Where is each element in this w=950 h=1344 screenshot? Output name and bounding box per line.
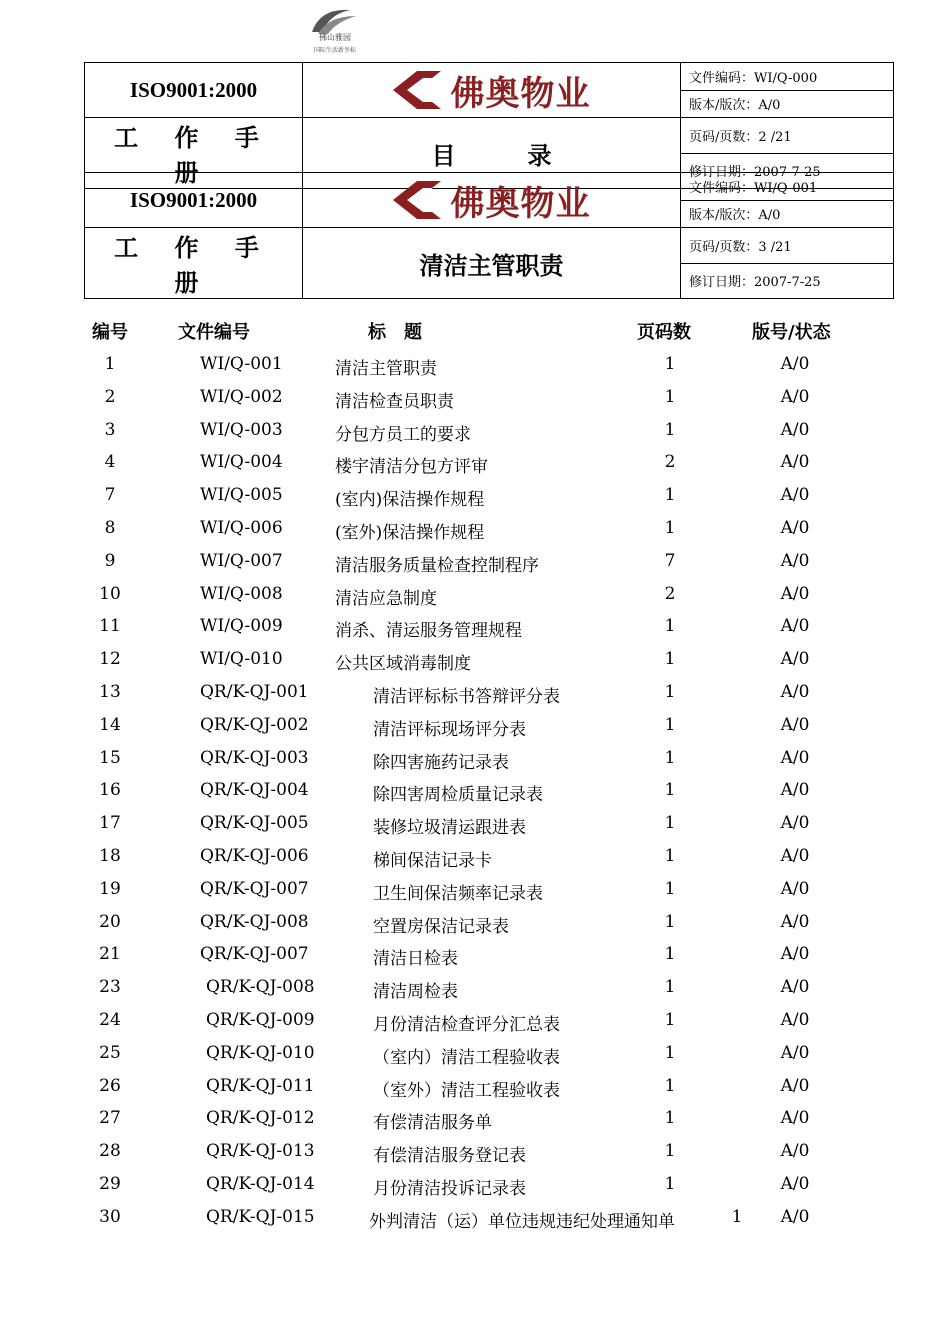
list-item [0, 354, 950, 387]
row-number: 4 [104, 452, 116, 473]
row-version: A/0 [780, 944, 810, 965]
row-title: 装修垃圾清运跟进表 [373, 818, 526, 839]
row-version: A/0 [780, 386, 810, 407]
row-page-count: 1 [664, 747, 676, 768]
manual-label: 工 作 手 册 [85, 118, 303, 189]
row-page-count: 1 [731, 1206, 743, 1227]
row-page-count: 1 [664, 846, 676, 866]
row-file-code: QR/K-QJ-007 [200, 944, 309, 965]
list-item [0, 452, 950, 485]
row-number: 25 [99, 1042, 121, 1063]
row-file-code: WI/Q-001 [200, 354, 283, 374]
row-file-code: QR/K-QJ-001 [200, 682, 309, 702]
row-title: (室内)保洁操作规程 [335, 490, 485, 511]
row-number: 19 [99, 878, 121, 899]
iso-standard: ISO9001:2000 [85, 63, 303, 118]
row-number: 1 [104, 354, 116, 374]
row-version: A/0 [780, 878, 810, 899]
row-title: 清洁周检表 [373, 982, 458, 1003]
row-file-code: QR/K-QJ-006 [200, 846, 309, 866]
row-page-count: 1 [664, 1075, 676, 1096]
row-version: A/0 [780, 1075, 810, 1096]
document-header-2 [84, 172, 894, 299]
list-item [0, 1076, 950, 1109]
brand-logo [303, 63, 681, 118]
row-file-code: QR/K-QJ-013 [206, 1141, 315, 1162]
row-version: A/0 [780, 813, 810, 834]
row-page-count: 1 [664, 911, 676, 932]
row-version: A/0 [780, 1042, 810, 1063]
row-file-code: QR/K-QJ-003 [200, 747, 309, 768]
row-number: 26 [99, 1075, 121, 1096]
row-version: A/0 [780, 1141, 810, 1162]
manual-label: 工 作 手 册 [85, 228, 303, 299]
list-item [0, 944, 950, 977]
row-version: A/0 [780, 485, 810, 506]
brand-mark-icon [393, 71, 441, 109]
row-file-code: QR/K-QJ-014 [206, 1174, 315, 1194]
row-version: A/0 [780, 714, 810, 735]
list-item [0, 485, 950, 518]
page-count: 页码/页数：2 /21 [681, 118, 894, 154]
row-title: 清洁评标现场评分表 [373, 719, 526, 740]
row-number: 7 [104, 485, 116, 506]
row-file-code: WI/Q-005 [200, 485, 283, 506]
row-title: 清洁评标标书答辩评分表 [373, 687, 560, 707]
row-page-count: 1 [664, 1108, 676, 1129]
row-file-code: WI/Q-002 [200, 386, 283, 407]
company-emblem [300, 2, 370, 58]
row-number: 27 [99, 1108, 121, 1129]
list-item [0, 977, 950, 1010]
list-item [0, 1207, 950, 1240]
row-number: 24 [99, 1010, 121, 1030]
row-version: A/0 [780, 1206, 810, 1227]
row-page-count: 1 [664, 878, 676, 899]
list-item [0, 715, 950, 748]
file-code: 文件编码：WI/Q-001 [681, 173, 894, 201]
list-item [0, 846, 950, 879]
row-number: 14 [99, 714, 121, 735]
row-version: A/0 [780, 354, 810, 374]
row-version: A/0 [780, 649, 810, 670]
row-title: 清洁主管职责 [335, 359, 437, 379]
row-title: 分包方员工的要求 [335, 424, 471, 445]
column-header-no: 编号 [92, 322, 128, 343]
row-file-code: WI/Q-010 [200, 649, 283, 670]
row-title: （室内）清洁工程验收表 [373, 1047, 560, 1068]
row-number: 13 [99, 682, 121, 702]
row-number: 10 [99, 583, 121, 604]
row-number: 21 [99, 944, 121, 965]
row-file-code: QR/K-QJ-008 [200, 911, 309, 932]
row-version: A/0 [780, 911, 810, 932]
brand-name: 佛奥物业 [450, 73, 591, 114]
row-page-count: 1 [664, 518, 676, 538]
row-version: A/0 [780, 780, 810, 801]
row-number: 3 [104, 419, 116, 440]
list-item [0, 1043, 950, 1076]
version: 版本/版次：A/0 [681, 90, 894, 118]
row-number: 30 [99, 1206, 121, 1227]
row-file-code: QR/K-QJ-007 [200, 878, 309, 899]
column-header-title: 标 题 [368, 322, 422, 343]
list-item [0, 813, 950, 846]
row-file-code: QR/K-QJ-010 [206, 1042, 315, 1063]
row-title: 有偿清洁服务单 [373, 1113, 492, 1134]
row-file-code: QR/K-QJ-011 [206, 1075, 315, 1096]
row-file-code: WI/Q-009 [200, 616, 283, 637]
list-item [0, 1141, 950, 1174]
row-version: A/0 [780, 583, 810, 604]
row-page-count: 1 [664, 616, 676, 637]
list-item [0, 616, 950, 649]
row-page-count: 1 [664, 1141, 676, 1162]
row-version: A/0 [780, 1010, 810, 1030]
row-version: A/0 [780, 616, 810, 637]
row-version: A/0 [780, 1108, 810, 1129]
row-title: 梯间保洁记录卡 [373, 851, 492, 871]
row-file-code: WI/Q-006 [200, 518, 283, 538]
row-page-count: 1 [664, 386, 676, 407]
list-item [0, 879, 950, 912]
row-file-code: WI/Q-003 [200, 419, 283, 440]
row-page-count: 1 [664, 649, 676, 670]
row-version: A/0 [780, 747, 810, 768]
list-item [0, 649, 950, 682]
row-title: 月份清洁检查评分汇总表 [373, 1015, 560, 1035]
list-item [0, 1010, 950, 1043]
column-header-code: 文件编号 [178, 322, 250, 343]
row-file-code: QR/K-QJ-012 [206, 1108, 315, 1129]
row-number: 12 [99, 649, 121, 670]
row-page-count: 1 [664, 419, 676, 440]
list-item [0, 1174, 950, 1207]
row-number: 29 [99, 1174, 121, 1194]
row-title: 空置房保洁记录表 [373, 916, 509, 937]
row-title: 卫生间保洁频率记录表 [373, 883, 543, 904]
row-page-count: 1 [664, 1042, 676, 1063]
row-page-count: 7 [664, 550, 676, 571]
list-item [0, 551, 950, 584]
row-page-count: 1 [664, 944, 676, 965]
revision-date: 修订日期：2007-7-25 [681, 263, 894, 299]
doc-title: 目 录 [303, 118, 681, 189]
row-title: 清洁应急制度 [335, 588, 437, 609]
list-item [0, 748, 950, 781]
revision-date: 修订日期：2007-7-25 [681, 153, 894, 189]
row-number: 15 [99, 747, 121, 768]
row-version: A/0 [780, 518, 810, 538]
list-item [0, 682, 950, 715]
row-number: 11 [99, 616, 121, 637]
row-title: 清洁日检表 [373, 949, 458, 970]
iso-standard: ISO9001:2000 [85, 173, 303, 228]
row-file-code: WI/Q-004 [200, 452, 283, 473]
emblem-name: 佛山雅园 [319, 33, 351, 42]
row-page-count: 1 [664, 1174, 676, 1194]
row-number: 2 [104, 386, 116, 407]
row-title: 清洁服务质量检查控制程序 [335, 555, 539, 576]
row-version: A/0 [780, 977, 810, 998]
row-version: A/0 [780, 452, 810, 473]
list-item [0, 518, 950, 551]
row-page-count: 1 [664, 485, 676, 506]
row-title: 除四害周检质量记录表 [373, 785, 543, 806]
list-item [0, 387, 950, 420]
row-version: A/0 [780, 1174, 810, 1194]
brand-name: 佛奥物业 [450, 183, 591, 224]
row-file-code: QR/K-QJ-005 [200, 813, 309, 834]
row-title: 月份清洁投诉记录表 [373, 1179, 526, 1199]
file-code: 文件编码：WI/Q-000 [681, 63, 894, 91]
row-version: A/0 [780, 846, 810, 866]
row-page-count: 2 [664, 583, 676, 604]
brand-logo [303, 173, 681, 228]
column-header-version: 版号/状态 [752, 322, 831, 343]
list-item [0, 912, 950, 945]
row-page-count: 1 [664, 714, 676, 735]
row-number: 28 [99, 1141, 121, 1162]
row-number: 16 [99, 780, 121, 801]
row-version: A/0 [780, 550, 810, 571]
row-page-count: 1 [664, 813, 676, 834]
list-item [0, 420, 950, 453]
list-item [0, 584, 950, 617]
row-version: A/0 [780, 682, 810, 702]
row-file-code: QR/K-QJ-004 [200, 780, 309, 801]
row-title: 除四害施药记录表 [373, 752, 509, 773]
row-title: (室外)保洁操作规程 [335, 523, 485, 543]
row-number: 18 [99, 846, 121, 866]
list-item [0, 780, 950, 813]
row-title: 有偿清洁服务登记表 [373, 1146, 526, 1167]
row-number: 17 [99, 813, 121, 834]
row-number: 20 [99, 911, 121, 932]
row-file-code: QR/K-QJ-009 [206, 1010, 315, 1030]
list-item [0, 1108, 950, 1141]
row-page-count: 1 [664, 1010, 676, 1030]
row-title: （室外）清洁工程验收表 [373, 1080, 560, 1101]
row-file-code: WI/Q-008 [200, 583, 283, 604]
row-title: 清洁检查员职责 [335, 391, 454, 412]
row-number: 8 [104, 518, 116, 538]
row-title: 楼宇清洁分包方评审 [335, 457, 488, 478]
row-page-count: 1 [664, 780, 676, 801]
row-number: 23 [99, 977, 121, 998]
row-page-count: 1 [664, 354, 676, 374]
row-page-count: 1 [664, 977, 676, 998]
page-count: 页码/页数：3 /21 [681, 228, 894, 264]
row-title: 外判清洁（运）单位违规违纪处理通知单 [369, 1211, 675, 1232]
version: 版本/版次：A/0 [681, 200, 894, 228]
emblem-sub: 国际生活新坐标 [313, 47, 357, 54]
row-page-count: 2 [664, 452, 676, 473]
doc-title: 清洁主管职责 [303, 228, 681, 299]
row-version: A/0 [780, 419, 810, 440]
document-header-1 [84, 62, 894, 189]
row-file-code: QR/K-QJ-008 [206, 977, 315, 998]
row-file-code: QR/K-QJ-015 [206, 1206, 315, 1227]
row-file-code: WI/Q-007 [200, 550, 283, 571]
row-title: 公共区域消毒制度 [335, 654, 471, 675]
row-number: 9 [104, 550, 116, 571]
row-page-count: 1 [664, 682, 676, 702]
brand-mark-icon [393, 181, 441, 219]
column-header-pages: 页码数 [637, 322, 691, 343]
row-title: 消杀、清运服务管理规程 [335, 621, 522, 642]
row-file-code: QR/K-QJ-002 [200, 714, 309, 735]
